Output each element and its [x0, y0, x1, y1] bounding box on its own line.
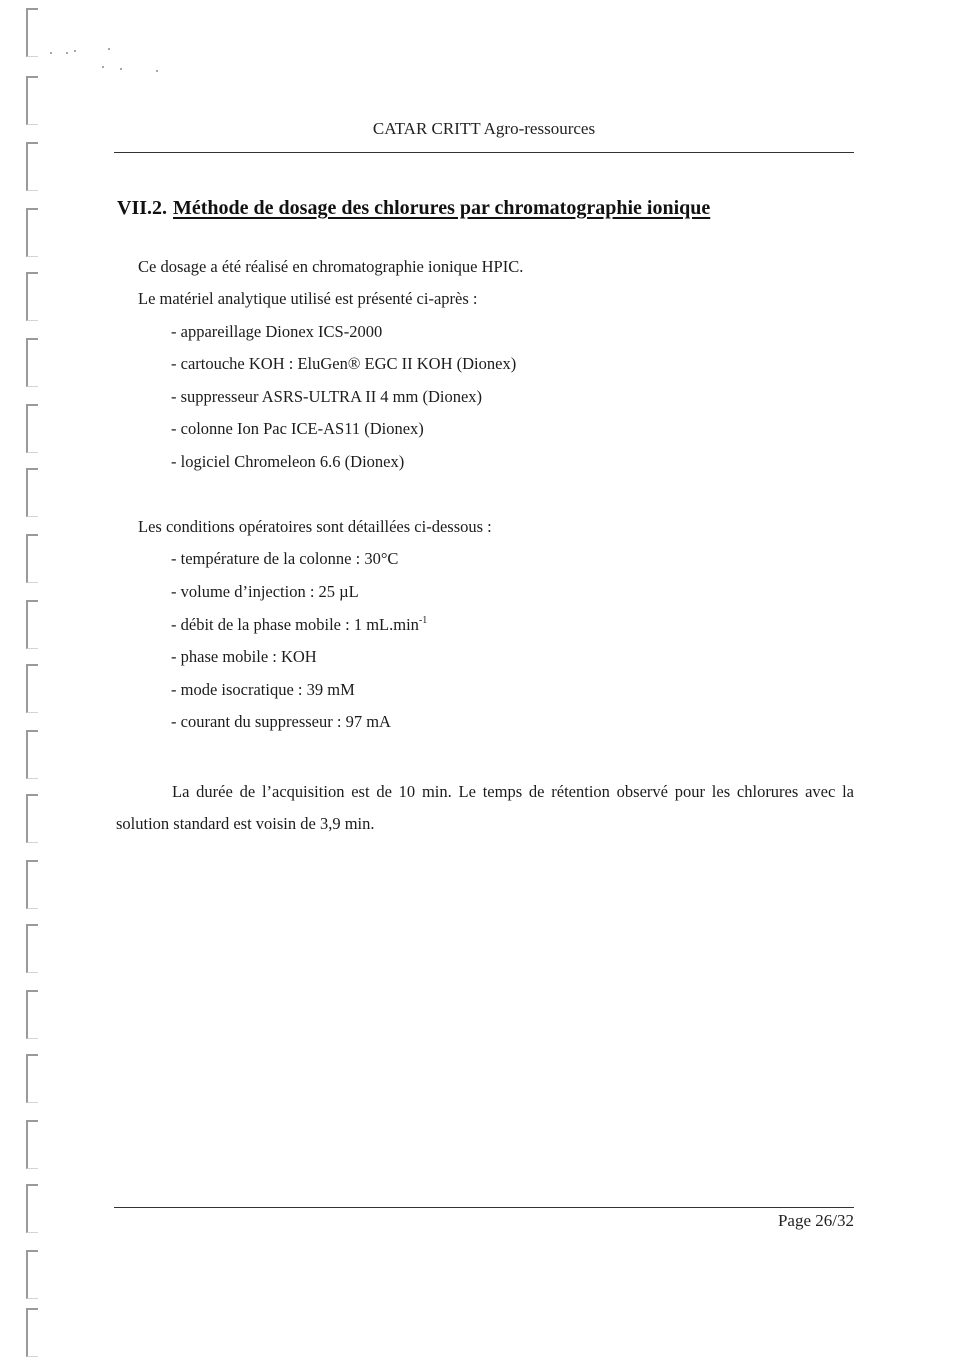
- binding-hole: [26, 142, 38, 191]
- equipment-item: - suppresseur ASRS-ULTRA II 4 mm (Dionex): [171, 387, 483, 406]
- intro-line: Le matériel analytique utilisé est présenté ci-après :: [138, 289, 478, 308]
- binding-hole: [26, 404, 38, 453]
- condition-item-flow: [171, 615, 427, 635]
- running-header: CATAR CRITT Agro-ressources: [372, 119, 596, 138]
- equipment-item: - logiciel Chromeleon 6.6 (Dionex): [171, 452, 405, 471]
- condition-item: - température de la colonne : 30°C: [171, 549, 399, 568]
- binding-hole: [26, 1054, 38, 1103]
- header-rule: [114, 152, 854, 153]
- footer-rule: [114, 1207, 854, 1208]
- binding-hole: [26, 600, 38, 649]
- intro-line: Ce dosage a été réalisé en chromatographie ionique HPIC.: [138, 257, 524, 276]
- equipment-item: - cartouche KOH : EluGen® EGC II KOH (Dionex): [171, 354, 517, 373]
- binding-hole: [26, 338, 38, 387]
- binding-hole: [26, 924, 38, 973]
- binding-hole: [26, 730, 38, 779]
- binding-hole: [26, 794, 38, 843]
- binding-hole: [26, 1184, 38, 1233]
- section-number: VII.2.: [117, 197, 168, 219]
- binding-hole: [26, 8, 38, 57]
- binding-hole: [26, 272, 38, 321]
- binding-hole: [26, 860, 38, 909]
- condition-item-flow-text: - débit de la phase mobile : 1 mL.min: [171, 615, 419, 634]
- section-heading: [117, 197, 710, 220]
- condition-item: - courant du suppresseur : 97 mA: [171, 712, 391, 731]
- equipment-item: - colonne Ion Pac ICE-AS11 (Dionex): [171, 419, 424, 438]
- binding-hole: [26, 76, 38, 125]
- flow-exponent: -1: [418, 615, 428, 626]
- page-number: Page 26/32: [777, 1211, 854, 1230]
- binding-hole: [26, 208, 38, 257]
- condition-item: - mode isocratique : 39 mM: [171, 680, 355, 699]
- binding-hole: [26, 664, 38, 713]
- equipment-item: - appareillage Dionex ICS-2000: [171, 322, 383, 341]
- conditions-intro: Les conditions opératoires sont détaillées ci-dessous :: [138, 517, 492, 536]
- acquisition-paragraph: La durée de l’acquisition est de 10 min. Le temps de rétention observé pour les chlorures avec la solution standard est voisin de 3,9 min.: [116, 782, 854, 833]
- binding-hole: [26, 1308, 38, 1357]
- binding-hole: [26, 1250, 38, 1299]
- binding-hole: [26, 534, 38, 583]
- binding-holes: [26, 0, 46, 1355]
- scan-specks: [46, 44, 166, 84]
- condition-item: - phase mobile : KOH: [171, 647, 317, 666]
- condition-item: - volume d’injection : 25 µL: [171, 582, 359, 601]
- binding-hole: [26, 468, 38, 517]
- binding-hole: [26, 1120, 38, 1169]
- binding-hole: [26, 990, 38, 1039]
- section-title: Méthode de dosage des chlorures par chromatographie ionique: [173, 197, 711, 219]
